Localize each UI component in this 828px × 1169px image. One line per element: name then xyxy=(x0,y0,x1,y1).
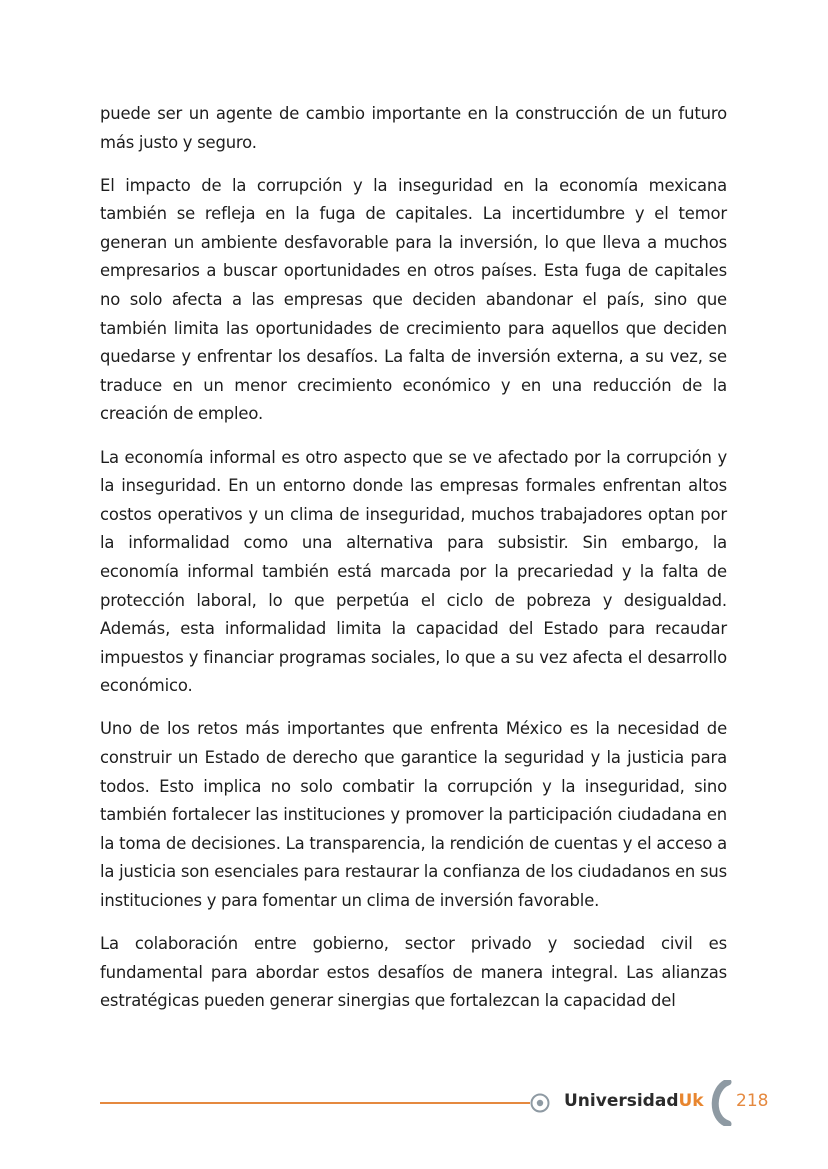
paragraph: La colaboración entre gobierno, sector privado y sociedad civil es fundamental para abordar estos desafíos de manera integral. Las alianzas estratégicas pueden generar sinergias que fortalezcan la capacidad del xyxy=(100,934,727,1011)
circle-target-icon xyxy=(530,1093,550,1113)
page-number: 218 xyxy=(736,1091,769,1111)
bracket-decoration-icon xyxy=(706,1080,734,1126)
page-footer xyxy=(100,1080,780,1126)
brand-name: Universidad xyxy=(564,1091,679,1111)
footer-divider-line xyxy=(100,1102,530,1104)
paragraph: El impacto de la corrupción y la inseguridad en la economía mexicana también se refleja en la fuga de capitales. La incertidumbre y el temor generan un ambiente desfavorable para la inversión, lo que lleva a muchos empresarios a buscar oportunidades en otros países. Esta fuga de capitales no solo afecta a las empresas que deciden abandonar el país, sino que también limita las oportunidades de crecimiento para aquellos que deciden quedarse y enfrentar los desafíos. La falta de inversión externa, a su vez, se traduce en un menor crecimiento económico y en una reducción de la creación de empleo. xyxy=(100,175,727,424)
brand-accent: Uk xyxy=(678,1091,704,1111)
paragraph: La economía informal es otro aspecto que se ve afectado por la corrupción y la inseguridad. En un entorno donde las empresas formales enfrentan altos costos operativos y un clima de inseguridad, muchos trabajadores optan por la informalidad como una alternativa para subsistir. Sin embargo, la economía informal también está marcada por la precariedad y la falta de protección laboral, lo que perpetúa el ciclo de pobreza y desigualdad. Además, esta informalidad limita la capacidad del Estado para recaudar impuestos y financiar programas sociales, lo que a su vez afecta el desarrollo económico. xyxy=(100,447,727,696)
university-brand xyxy=(564,1091,704,1111)
paragraph: puede ser un agente de cambio importante en la construcción de un futuro más justo y seguro. xyxy=(100,104,727,152)
paragraph: Uno de los retos más importantes que enfrenta México es la necesidad de construir un Estado de derecho que garantice la seguridad y la justicia para todos. Esto implica no solo combatir la corrupción y la inseguridad, sino también fortalecer las instituciones y promover la participación ciudadana en la toma de decisiones. La transparencia, la rendición de cuentas y el acceso a la justicia son esenciales para restaurar la confianza de los ciudadanos en sus instituciones y para fomentar un clima de inversión favorable. xyxy=(100,719,727,910)
document-body xyxy=(100,100,727,1030)
